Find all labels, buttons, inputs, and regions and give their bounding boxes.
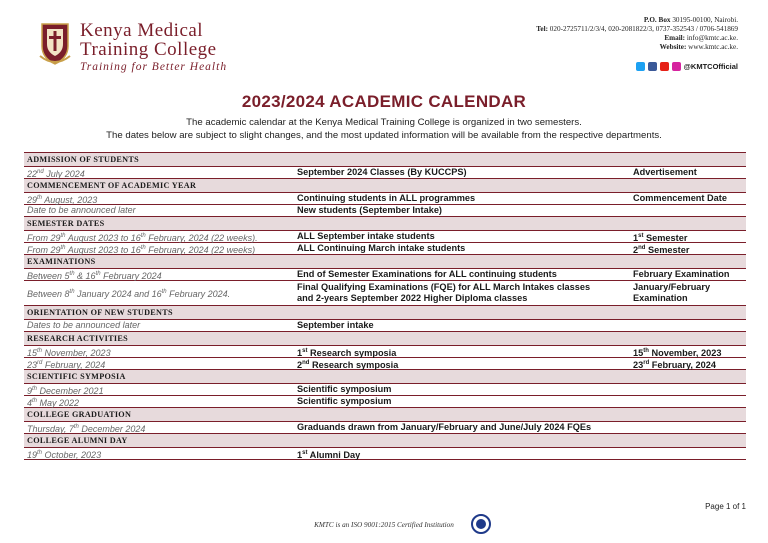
contact-email[interactable]: Email: info@kmtc.ac.ke. bbox=[664, 34, 738, 42]
section-heading: COLLEGE ALUMNI DAY bbox=[24, 434, 746, 448]
kmtc-crest-logo bbox=[38, 20, 72, 66]
brand-name-line1: Kenya Medical bbox=[80, 20, 204, 41]
iso-footer: KMTC is an ISO 9001:2015 Certified Institution bbox=[314, 521, 454, 529]
calendar-row bbox=[24, 205, 746, 217]
note-cell: February Examination bbox=[633, 269, 730, 279]
social-links bbox=[636, 62, 738, 71]
date-cell: 22nd July 2024 bbox=[27, 169, 85, 179]
facebook-icon[interactable] bbox=[648, 62, 657, 71]
activity-cell: 1st Alumni Day bbox=[297, 450, 361, 461]
social-handle[interactable]: @KMTCOfficial bbox=[683, 62, 738, 71]
calendar-row bbox=[24, 320, 746, 332]
section-heading: COLLEGE GRADUATION bbox=[24, 408, 746, 422]
date-cell: Thursday, 7th December 2024 bbox=[27, 424, 146, 434]
youtube-icon[interactable] bbox=[660, 62, 669, 71]
activity-cell: Scientific symposium bbox=[297, 396, 392, 406]
activity-cell: September 2024 Classes (By KUCCPS) bbox=[297, 167, 467, 177]
date-cell: 9th December 2021 bbox=[27, 386, 104, 396]
date-cell: Dates to be announced later bbox=[27, 320, 141, 330]
instagram-icon[interactable] bbox=[672, 62, 681, 71]
date-cell: Date to be announced later bbox=[27, 205, 136, 215]
calendar-row bbox=[24, 269, 746, 281]
calendar-row bbox=[24, 448, 746, 460]
page-title: 2023/2024 ACADEMIC CALENDAR bbox=[241, 92, 527, 111]
calendar-row bbox=[24, 396, 746, 408]
contact-website[interactable]: Website: www.kmtc.ac.ke. bbox=[659, 43, 738, 51]
section-heading: RESEARCH ACTIVITIES bbox=[24, 332, 746, 346]
intro-line: The academic calendar at the Kenya Medical Training College is organized in two semesters. bbox=[186, 117, 582, 128]
note-cell: 2nd Semester bbox=[633, 245, 690, 256]
activity-cell: ALL Continuing March intake students bbox=[297, 243, 466, 253]
activity-cell: ALL September intake students bbox=[297, 231, 435, 241]
calendar-row bbox=[24, 167, 746, 179]
activity-cell: Scientific symposium bbox=[297, 384, 392, 394]
iso-certification-icon bbox=[471, 514, 491, 534]
note-cell: Advertisement bbox=[633, 167, 697, 177]
contact-tel: Tel: 020-2725711/2/3/4, 020-2081822/3, 0737-352543 / 0706-541869 bbox=[536, 25, 738, 33]
brand-tagline: Training for Better Health bbox=[80, 61, 228, 73]
date-cell: 23rd February, 2024 bbox=[27, 360, 106, 370]
activity-cell: Final Qualifying Examinations (FQE) for ALL March Intakes classes and 2-years September 2022 Higher Diploma classes bbox=[297, 282, 591, 303]
academic-calendar-table bbox=[24, 152, 746, 460]
calendar-row bbox=[24, 346, 746, 358]
activity-cell: 1st Research symposia bbox=[297, 348, 397, 359]
calendar-row bbox=[24, 384, 746, 396]
calendar-row bbox=[24, 422, 746, 434]
section-heading: ADMISSION OF STUDENTS bbox=[24, 153, 746, 167]
brand-block bbox=[80, 21, 227, 73]
intro-line: The dates below are subject to slight changes, and the most updated information will be available from the respective departments. bbox=[106, 130, 662, 141]
date-cell: 29th August, 2023 bbox=[27, 195, 98, 205]
date-cell: 19th October, 2023 bbox=[27, 450, 102, 460]
calendar-row bbox=[24, 358, 746, 370]
section-heading: EXAMINATIONS bbox=[24, 255, 746, 269]
note-cell: 23rd February, 2024 bbox=[633, 360, 716, 371]
section-heading: SCIENTIFIC SYMPOSIA bbox=[24, 370, 746, 384]
section-heading: COMMENCEMENT OF ACADEMIC YEAR bbox=[24, 179, 746, 193]
calendar-row bbox=[24, 243, 746, 255]
note-cell: 15th November, 2023 bbox=[633, 348, 722, 359]
section-heading: SEMESTER DATES bbox=[24, 217, 746, 231]
note-cell: 1st Semester bbox=[633, 233, 688, 244]
letterhead bbox=[0, 0, 768, 85]
calendar-row bbox=[24, 193, 746, 205]
date-cell: From 29th August 2023 to 16th February, 2024 (22 weeks) bbox=[27, 245, 256, 255]
twitter-icon[interactable] bbox=[636, 62, 645, 71]
contact-block bbox=[536, 16, 738, 52]
note-cell: January/February Examination bbox=[633, 282, 711, 303]
page-number: Page 1 of 1 bbox=[705, 502, 746, 511]
activity-cell: End of Semester Examinations for ALL continuing students bbox=[297, 269, 557, 279]
activity-cell: Continuing students in ALL programmes bbox=[297, 193, 476, 203]
activity-cell: 2nd Research symposia bbox=[297, 360, 399, 371]
date-cell: Between 5th & 16th February 2024 bbox=[27, 271, 162, 281]
brand-name-line2: Training College bbox=[80, 39, 217, 60]
activity-cell: New students (September Intake) bbox=[297, 205, 442, 215]
date-cell: Between 8th January 2024 and 16th February 2024. bbox=[27, 289, 231, 299]
date-cell: 15th November, 2023 bbox=[27, 348, 111, 358]
section-heading: ORIENTATION OF NEW STUDENTS bbox=[24, 306, 746, 320]
date-cell: 4th May 2022 bbox=[27, 398, 80, 408]
activity-cell: September intake bbox=[297, 320, 374, 330]
calendar-row bbox=[24, 281, 746, 306]
contact-address: P.O. Box 30195-00100, Nairobi. bbox=[643, 16, 738, 24]
intro-text bbox=[0, 116, 768, 142]
note-cell: Commencement Date bbox=[633, 193, 727, 203]
activity-cell: Graduands drawn from January/February and June/July 2024 FQEs bbox=[297, 422, 592, 432]
date-cell: From 29th August 2023 to 16th February, 2024 (22 weeks). bbox=[27, 233, 258, 243]
calendar-row bbox=[24, 231, 746, 243]
